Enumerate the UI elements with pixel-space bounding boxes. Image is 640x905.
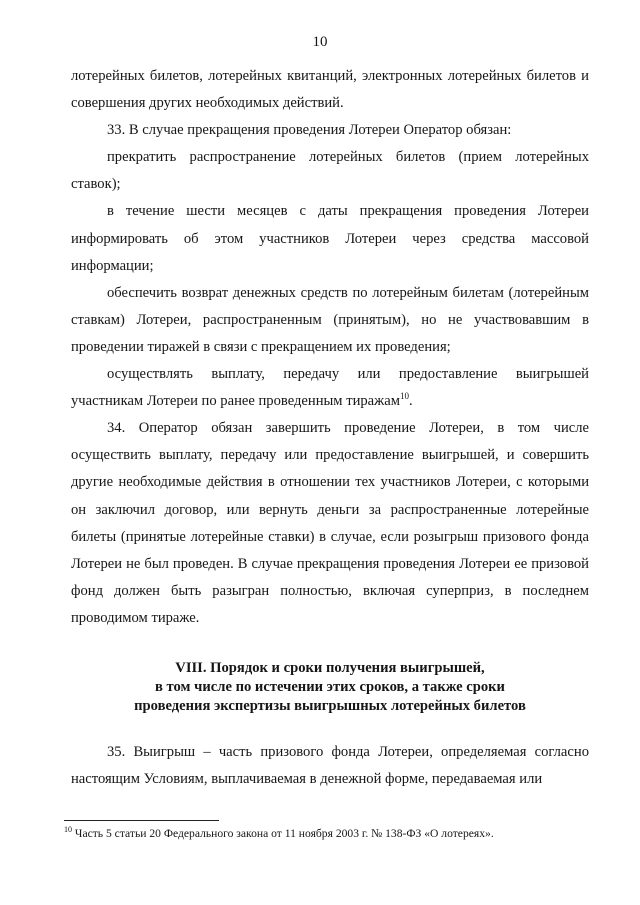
footnote-reference: 10 — [399, 391, 409, 402]
footnote-text: Часть 5 статьи 20 Федерального закона от 11 ноября 2003 г. № 138-ФЗ «О лотереях». — [74, 827, 494, 840]
section-heading-line-2: в том числе по истечении этих сроков, а также сроки — [155, 678, 505, 695]
paragraph-33-item-1: прекратить распространение лотерейных билетов (прием лотерейных ставок); — [71, 149, 589, 193]
footnote-marker: 10 — [64, 825, 72, 835]
section-heading-line-3: проведения экспертизы выигрышных лотерейных билетов — [134, 697, 526, 714]
paragraph-continuation: лотерейных билетов, лотерейных квитанций, электронных лотерейных билетов и совершения других необходимых действий. — [71, 68, 589, 112]
paragraph-33-item-4-end: . — [408, 393, 413, 410]
document-body — [71, 63, 589, 793]
paragraph-33: 33. В случае прекращения проведения Лотереи Оператор обязан: — [107, 122, 512, 139]
paragraph-35: 35. Выигрыш – часть призового фонда Лотереи, определяемая согласно настоящим Условиям, выплачиваемая в денежной форме, передаваемая или — [71, 743, 589, 788]
paragraph-33-item-4 — [71, 361, 589, 415]
footnote-separator — [64, 820, 219, 821]
footnote — [64, 827, 604, 841]
page-number: 10 — [312, 34, 328, 50]
section-heading — [71, 659, 589, 716]
paragraph-33-item-2: в течение шести месяцев с даты прекращения проведения Лотереи информировать об этом участников Лотереи через средства массовой информации; — [71, 203, 589, 274]
paragraph-33-item-3: обеспечить возврат денежных средств по лотерейным билетам (лотерейным ставкам) Лотереи, распространенным (принятым), но не участвовавшим в проведении тиражей в связи с прекращением их проведения; — [71, 284, 589, 355]
paragraph-34: 34. Оператор обязан завершить проведение Лотереи, в том числе осуществить выплату, передачу или предоставление выигрышей, и совершить другие необходимые действия в отношении тех участников Лотереи, с которыми он заключил договор, или вернуть деньги за распространенные лотерейные билеты (принятые лотерейные ставки) в случае, если розыгрыш призового фонда Лотереи не был проведен. В случае прекращения проведения Лотереи ее призовой фонд должен быть разыгран полностью, включая суперприз, в последнем проводимом тираже. — [71, 420, 589, 626]
paragraph-33-item-4-text: осуществлять выплату, передачу или предоставление выигрышей участникам Лотереи по ранее проведенным тиражам — [71, 366, 589, 410]
section-heading-line-1: VIII. Порядок и сроки получения выигрышей, — [175, 659, 485, 676]
